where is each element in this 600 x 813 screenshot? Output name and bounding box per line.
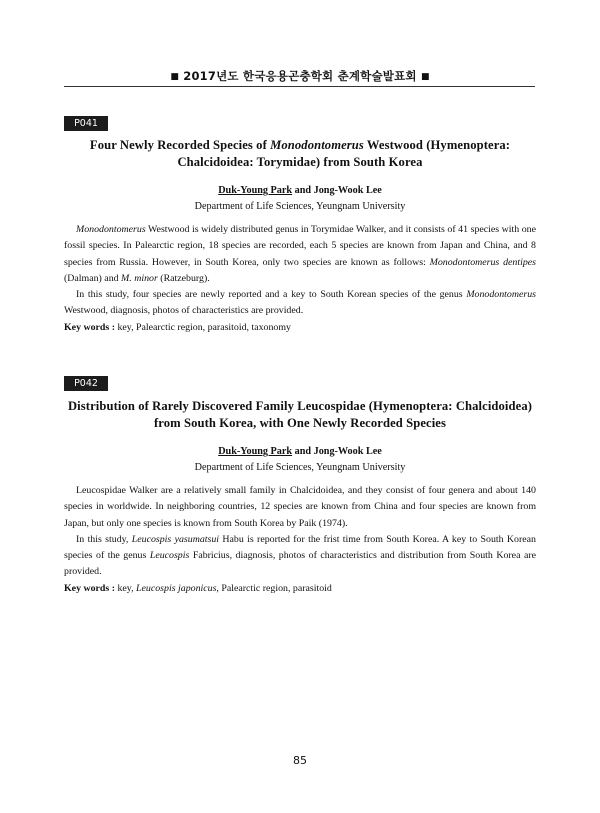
keywords-label: Key words : [64,321,116,333]
abstract-paragraph: In this study, Leucospis yasumatsui Habu is reported for the frist time from South Korea. A key to South Korean species of the genus Leucospis Fabricius, diagnosis, photos of characteristics and distribution from South Korea are provided. [64,533,536,578]
abstract-body [64,222,536,336]
running-header-title: 2017년도 한국응용곤충학회 춘계학술발표회 [183,69,417,83]
abstract-paragraph: Leucospidae Walker are a relatively small family in Chalcidoidea, and they consist of four genera and about 140 species in worldwide. In neighboring countries, 12 species are known from China and four species are known from Japan, but only one species is known from South Korea by Paik (1974). [64,485,536,529]
presenting-author: Duk-Young Park [218,185,293,196]
abstract-title: Four Newly Recorded Species of Monodontomerus Westwood (Hymenoptera: Chalcidoidea: Torymidae) from South Korea [89,138,511,169]
abstract-body [64,483,536,597]
presenting-author: Duk-Young Park [218,446,293,457]
keywords-label: Key words : [64,582,116,594]
keywords-line: Key words : key, Palearctic region, parasitoid, taxonomy [64,321,291,333]
abstract-paragraph: Monodontomerus Westwood is widely distributed genus in Torymidae Walker, and it consists of 41 species with one fossil species. In Palearctic region, 18 species are recorded, each 5 species are known from Japan and China, and 8 species from Russia. However, in South Korea, only two species are known as follows: Monodontomerus dentipes (Dalman) and M. minor (Ratzeburg). [64,224,536,284]
abstract-code-badge: P042 [64,376,108,391]
author-line: Duk-Young Park and Jong-Wook Lee [218,185,382,196]
abstract-paragraph: In this study, four species are newly reported and a key to South Korean species of the genus Monodontomerus Westwood, diagnosis, photos of characteristics are provided. [64,289,536,317]
affiliation: Department of Life Sciences, Yeungnam University [194,462,406,473]
header-divider [64,86,535,87]
abstract-code-badge: P041 [64,116,108,131]
affiliation: Department of Life Sciences, Yeungnam University [194,201,406,212]
page-number: 85 [293,754,307,767]
author-line: Duk-Young Park and Jong-Wook Lee [218,446,382,457]
square-bullet-icon: ■ [420,72,430,82]
running-header [0,68,600,84]
square-bullet-icon: ■ [170,72,180,82]
abstract-title: Distribution of Rarely Discovered Family Leucospidae (Hymenoptera: Chalcidoidea) from South Korea, with One Newly Recorded Species [67,399,533,430]
keywords-line: Key words : key, Leucospis japonicus, Palearctic region, parasitoid [64,582,332,594]
